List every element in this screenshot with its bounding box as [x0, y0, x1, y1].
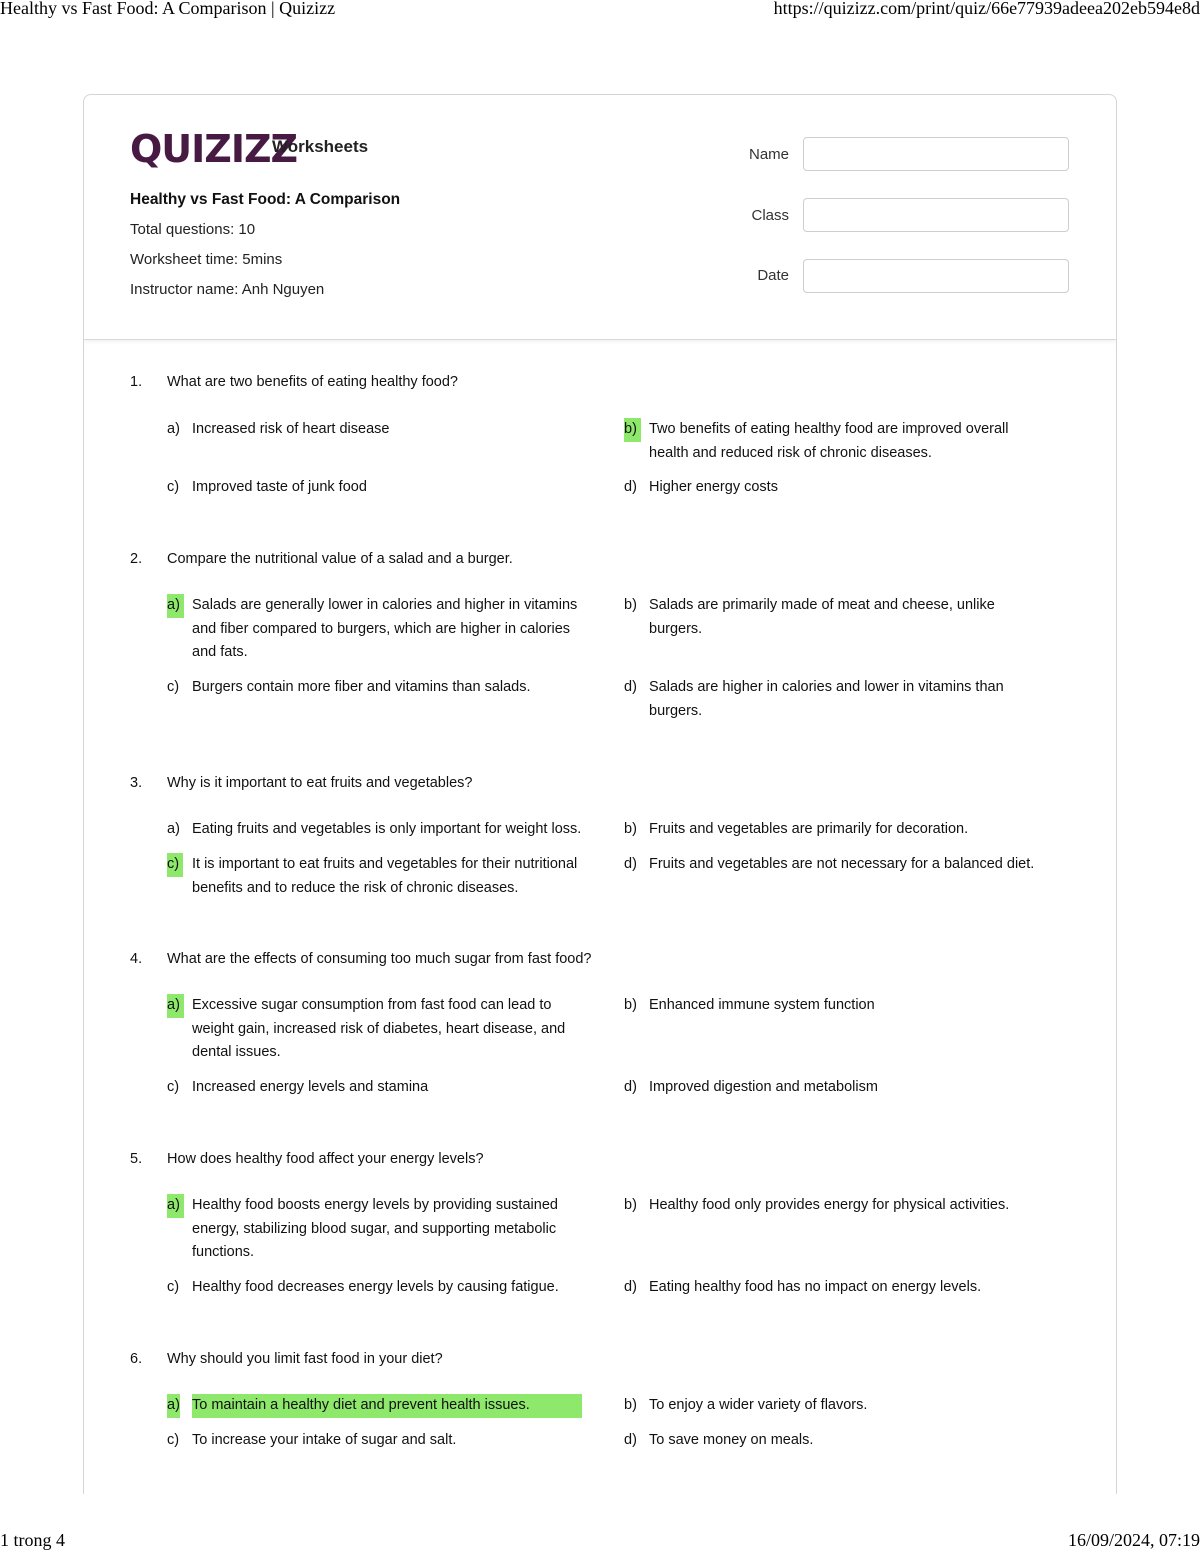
option-letter: c)	[167, 1279, 180, 1295]
answer-option	[167, 476, 582, 500]
question-text: How does healthy food affect your energy levels?	[167, 1151, 484, 1167]
option-text: Fruits and vegetables are not necessary for a balanced diet.	[649, 856, 1035, 872]
option-text: Higher energy costs	[649, 479, 778, 495]
option-text: To save money on meals.	[649, 1432, 814, 1448]
option-letter: d)	[624, 679, 637, 695]
option-letter: a)	[167, 421, 180, 437]
option-letter: b)	[624, 1197, 637, 1213]
option-text: Healthy food boosts energy levels by providing sustained energy, stabilizing blood sugar, and supporting metabolic functions.	[192, 1197, 558, 1260]
answer-option-correct	[624, 418, 1039, 465]
answer-option	[624, 1429, 1039, 1453]
option-text: To enjoy a wider variety of flavors.	[649, 1397, 868, 1413]
option-letter: b)	[624, 821, 637, 837]
option-letter: d)	[624, 479, 637, 495]
worksheet-sheet	[83, 94, 1117, 1494]
option-letter: d)	[624, 856, 637, 872]
option-text: Salads are primarily made of meat and cheese, unlike burgers.	[649, 597, 995, 637]
name-field[interactable]	[803, 137, 1069, 171]
option-text: Salads are higher in calories and lower in vitamins than burgers.	[649, 679, 1004, 719]
answer-option	[167, 1276, 582, 1300]
question-text: Compare the nutritional value of a salad and a burger.	[167, 551, 513, 567]
option-text: Eating healthy food has no impact on energy levels.	[649, 1279, 982, 1295]
answer-option	[167, 818, 582, 842]
name-label: Name	[748, 146, 789, 163]
total-questions: Total questions: 10	[130, 221, 256, 238]
answer-option-correct	[167, 594, 582, 665]
answer-option	[624, 818, 1039, 842]
option-letter: c)	[167, 1079, 180, 1095]
answer-option	[167, 1076, 582, 1100]
answer-option	[624, 1394, 1039, 1418]
option-letter: b)	[624, 597, 637, 613]
option-text: To maintain a healthy diet and prevent health issues.	[192, 1394, 582, 1418]
instructor-name: Instructor name: Anh Nguyen	[130, 281, 325, 298]
print-header-url: https://quizizz.com/print/quiz/66e77939adeea202eb594e8d	[773, 0, 1200, 18]
date-label: Date	[757, 267, 789, 284]
answer-option	[624, 994, 1039, 1018]
worksheet-time: Worksheet time: 5mins	[130, 251, 283, 268]
print-footer-page: 1 trong 4	[0, 1530, 65, 1550]
option-letter: c)	[167, 1432, 180, 1448]
option-letter: a)	[167, 994, 184, 1018]
question-number: 1.	[130, 374, 143, 390]
option-text: Enhanced immune system function	[649, 997, 875, 1013]
question-number: 6.	[130, 1351, 143, 1367]
option-letter: d)	[624, 1079, 637, 1095]
option-text: Burgers contain more fiber and vitamins than salads.	[192, 679, 531, 695]
answer-option	[167, 1429, 582, 1453]
question-number: 5.	[130, 1151, 143, 1167]
option-text: Healthy food only provides energy for physical activities.	[649, 1197, 1010, 1213]
option-letter: b)	[624, 1397, 637, 1413]
logo-subtitle: Worksheets	[272, 137, 369, 156]
print-footer-datetime: 16/09/2024, 07:19	[1067, 1530, 1200, 1550]
answer-option-correct	[167, 853, 582, 900]
question-number: 3.	[130, 775, 143, 791]
question-number: 4.	[130, 951, 143, 967]
answer-option-correct	[167, 1194, 582, 1265]
option-letter: c)	[167, 679, 180, 695]
option-text: Increased energy levels and stamina	[192, 1079, 429, 1095]
question-text: What are the effects of consuming too much sugar from fast food?	[167, 951, 592, 967]
option-text: Excessive sugar consumption from fast food can lead to weight gain, increased risk of diabetes, heart disease, and dental issues.	[192, 997, 566, 1060]
option-text: Eating fruits and vegetables is only important for weight loss.	[192, 821, 582, 837]
print-header-title: Healthy vs Fast Food: A Comparison | Quizizz	[0, 0, 336, 18]
option-letter: a)	[167, 821, 180, 837]
option-letter: a)	[167, 594, 184, 618]
class-field[interactable]	[803, 198, 1069, 232]
answer-option	[624, 1076, 1039, 1100]
option-letter: b)	[624, 418, 641, 442]
option-text: Two benefits of eating healthy food are improved overall health and reduced risk of chronic diseases.	[649, 421, 1009, 461]
class-label: Class	[751, 207, 789, 224]
option-letter: d)	[624, 1432, 637, 1448]
option-text: Healthy food decreases energy levels by causing fatigue.	[192, 1279, 559, 1295]
answer-option	[624, 1276, 1074, 1300]
answer-option	[167, 418, 582, 442]
question-text: What are two benefits of eating healthy food?	[167, 374, 458, 390]
answer-option-correct	[167, 994, 582, 1065]
option-text: Increased risk of heart disease	[192, 421, 390, 437]
answer-option	[624, 676, 1039, 723]
answer-option	[624, 1194, 1074, 1218]
worksheet-header	[84, 95, 1116, 340]
answer-option-correct	[167, 1394, 582, 1418]
option-letter: a)	[167, 1394, 180, 1418]
option-text: Salads are generally lower in calories and higher in vitamins and fiber compared to burgers, which are higher in calories and fats.	[192, 597, 578, 660]
question-text: Why should you limit fast food in your diet?	[167, 1351, 443, 1367]
question-number: 2.	[130, 551, 143, 567]
option-letter: c)	[167, 853, 183, 877]
option-text: Improved taste of junk food	[192, 479, 367, 495]
quizizz-logo: QUIZIZZ	[130, 127, 298, 171]
option-letter: a)	[167, 1194, 184, 1218]
answer-option	[624, 476, 1039, 500]
option-text: To increase your intake of sugar and salt.	[192, 1432, 457, 1448]
question-text: Why is it important to eat fruits and vegetables?	[167, 775, 473, 791]
answer-option	[624, 853, 1074, 877]
answer-option	[624, 594, 1039, 641]
option-letter: c)	[167, 479, 180, 495]
option-letter: d)	[624, 1279, 637, 1295]
option-text: Improved digestion and metabolism	[649, 1079, 878, 1095]
option-text: It is important to eat fruits and vegetables for their nutritional benefits and to reduce the risk of chronic diseases.	[192, 856, 578, 896]
worksheet-title: Healthy vs Fast Food: A Comparison	[130, 191, 401, 208]
option-text: Fruits and vegetables are primarily for decoration.	[649, 821, 969, 837]
answer-option	[167, 676, 582, 700]
option-letter: b)	[624, 997, 637, 1013]
date-field[interactable]	[803, 259, 1069, 293]
